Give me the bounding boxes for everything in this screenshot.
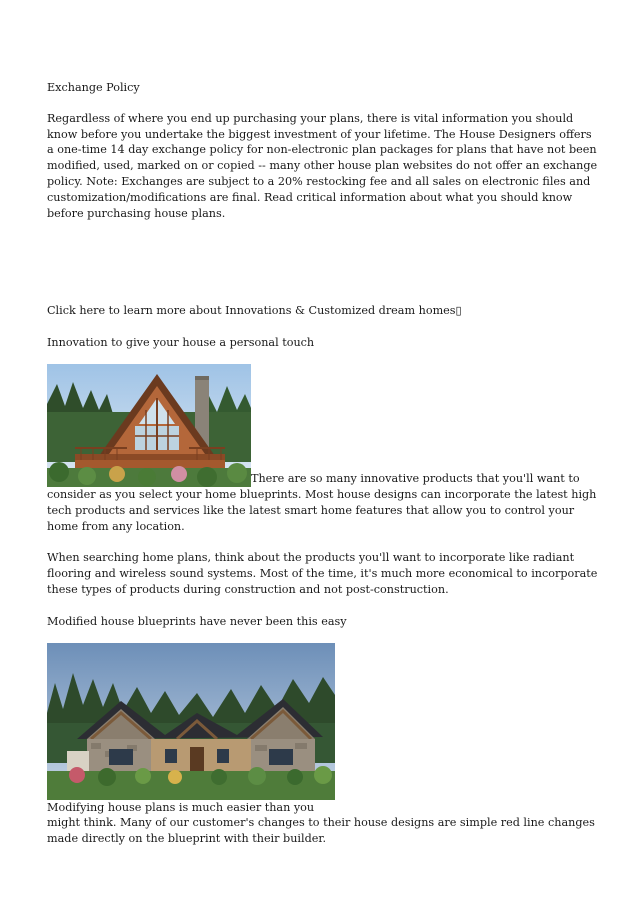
section1-caption-rest: consider as you select your home blueprints. Most house designs can incorporate the latest high tech products and services like the latest smart home features that allow you to control your home from any location. xyxy=(47,487,597,533)
document-page xyxy=(47,80,599,863)
section2-image-paragraph xyxy=(47,643,599,816)
section2-caption-rest: might think. Many of our customer's changes to their house designs are simple red line changes made directly on the blueprint with their builder. xyxy=(47,816,595,846)
intro-paragraph: Regardless of where you end up purchasing your plans, there is vital information you should know before you undertake the biggest investment of your lifetime. The House Designers offers a one-time 14 day exchange policy for non-electronic plan packages for plans that have not been modified, used, marked on or copied -- many other house plan websites do not offer an exchange policy. Note: Exchanges are subject to a 20% restocking fee and all sales on electronic files and customization/modifications are final. Read critical information about what you should know before purchasing house plans. xyxy=(47,111,598,220)
section1-heading: Innovation to give your house a personal touch xyxy=(47,336,315,350)
section-title: Exchange Policy xyxy=(47,81,140,94)
a-frame-house-image xyxy=(47,364,251,487)
section1-caption-start: There are so many innovative products that you'll want to xyxy=(251,472,580,486)
section2-caption-start: Modifying house plans is much easier than you xyxy=(47,800,315,814)
section1-paragraph: When searching home plans, think about the products you'll want to incorporate like radiant flooring and wireless sound systems. Most of the time, it's much more economical to incorporate these types of products during construction and not post-construction. xyxy=(47,551,598,596)
innovations-link[interactable]: Click here to learn more about Innovations & Customized dream homes▯ xyxy=(47,304,462,318)
craftsman-house-image xyxy=(47,643,335,800)
section1-image-paragraph xyxy=(47,364,599,487)
section2-heading: Modified house blueprints have never been this easy xyxy=(47,614,347,628)
